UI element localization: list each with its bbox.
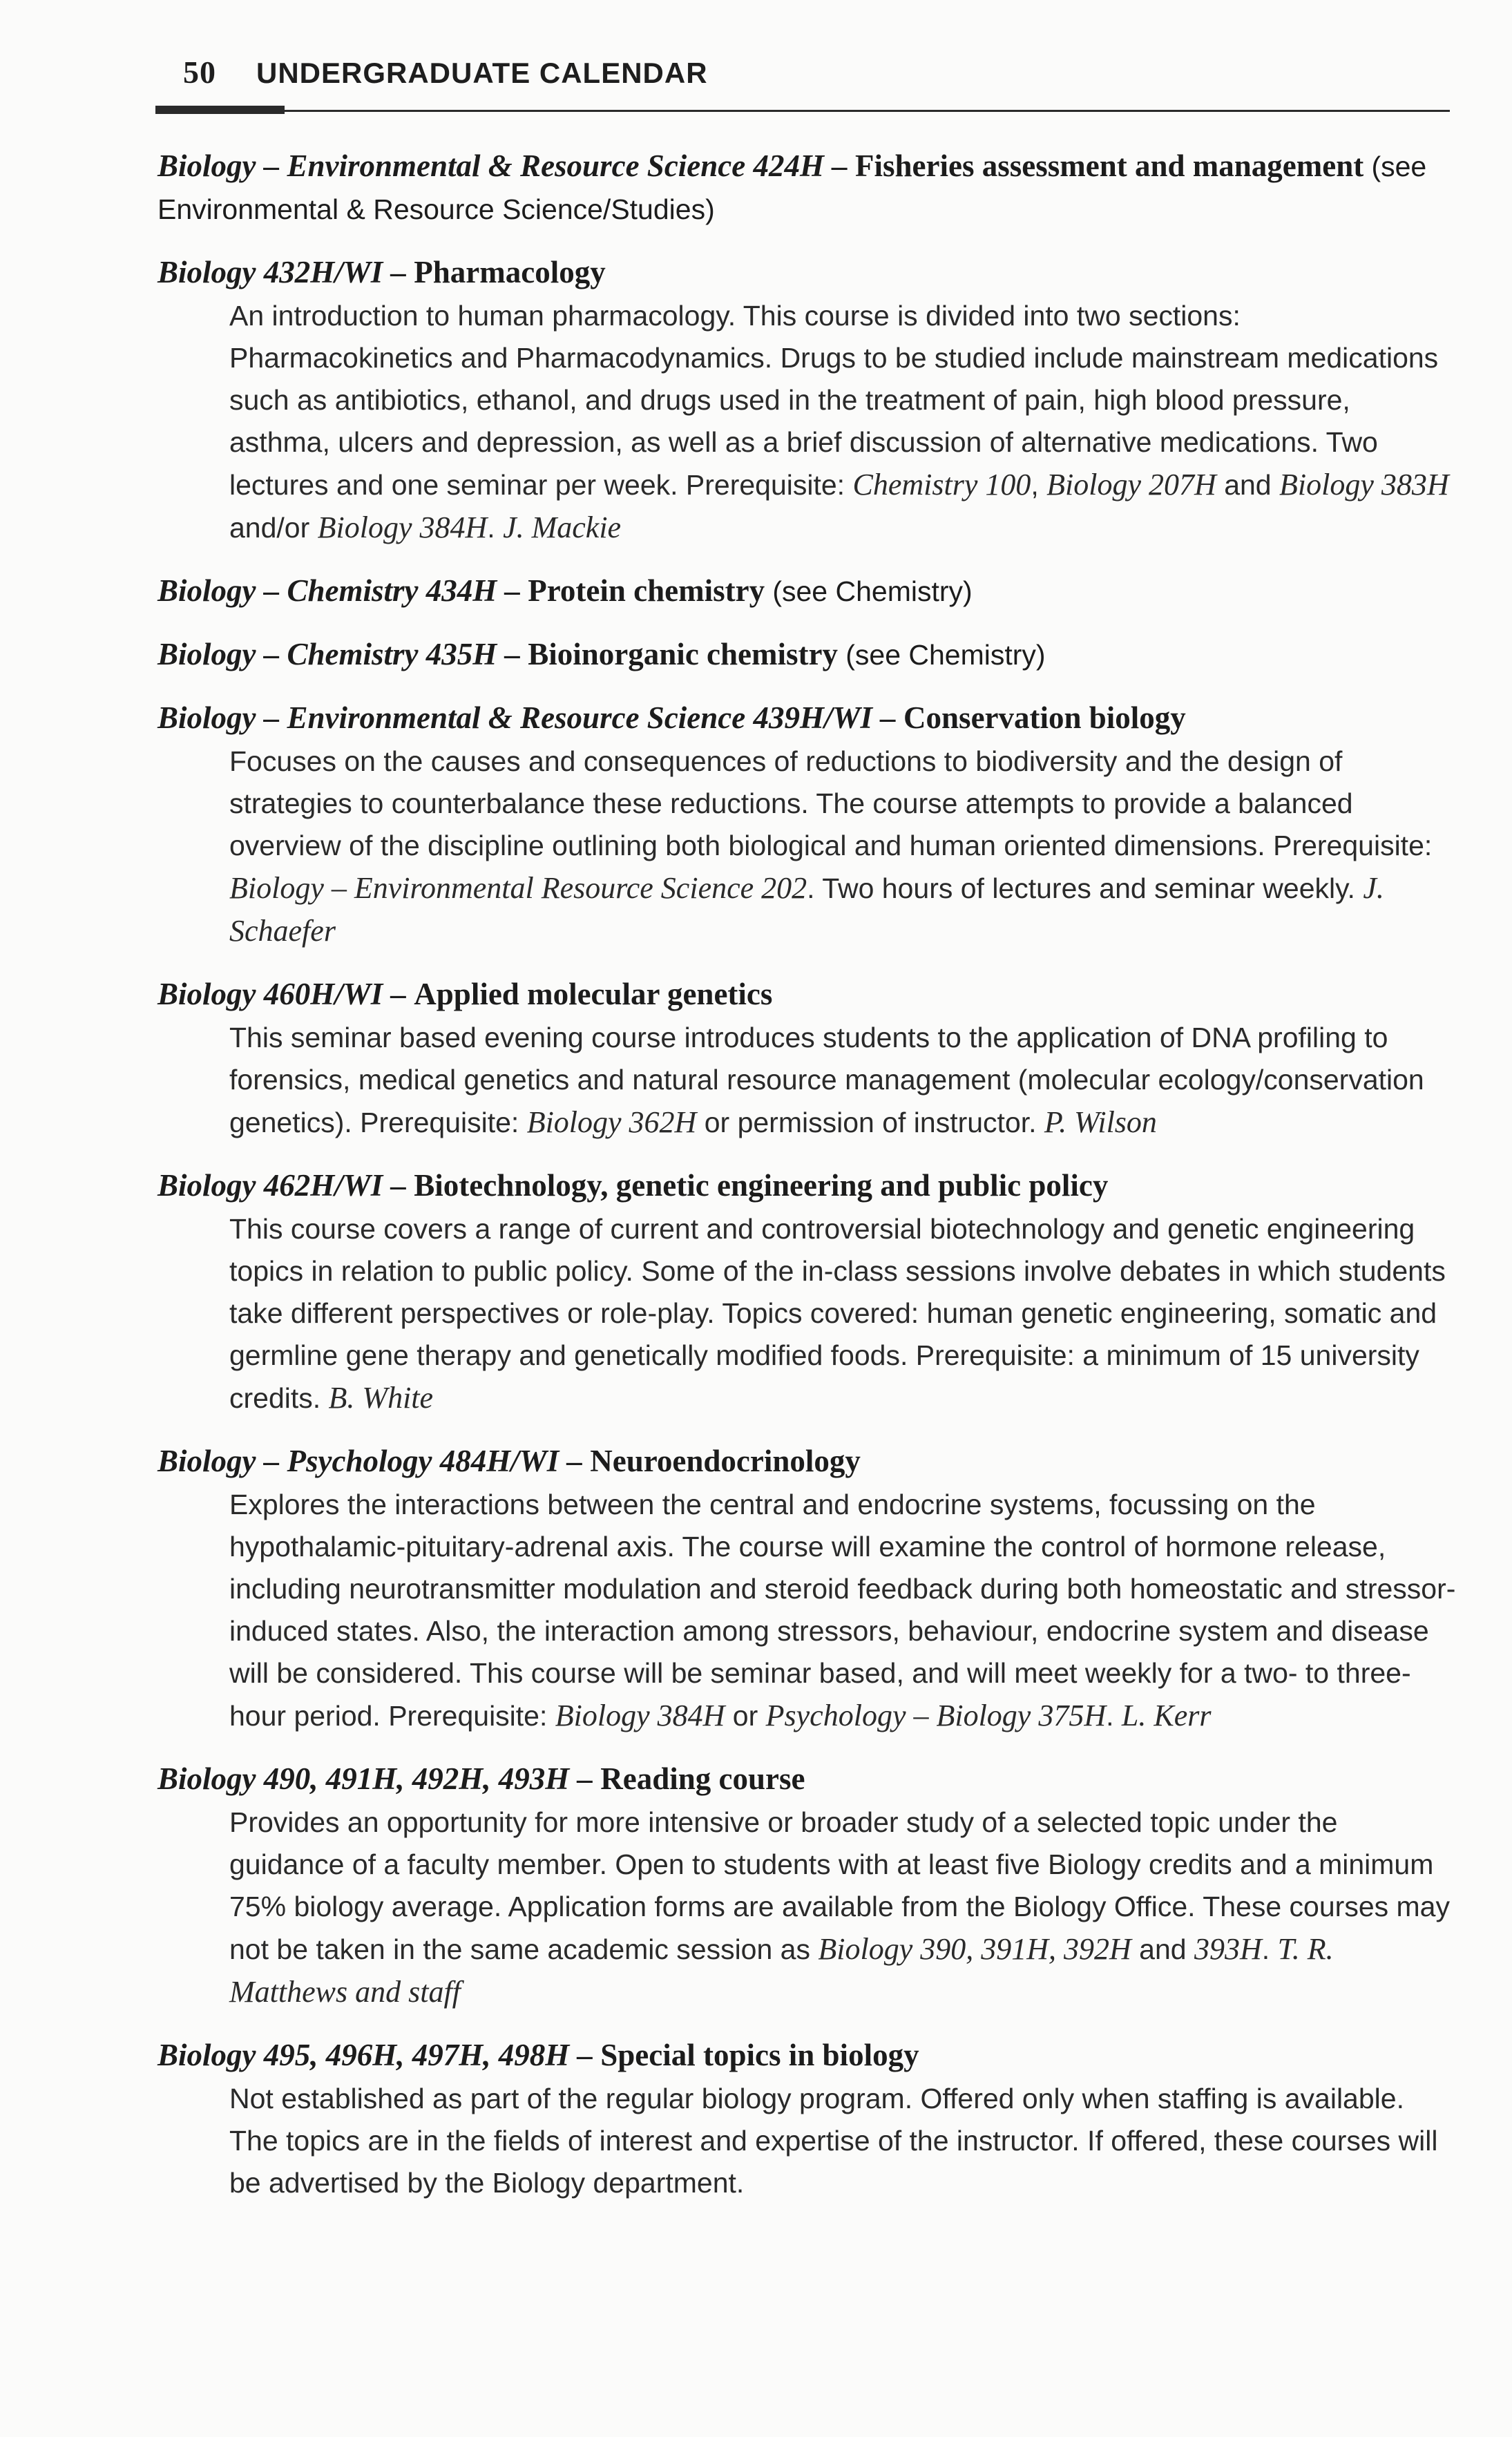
course-heading <box>157 1165 1456 1207</box>
header-rule-thin <box>155 110 1450 112</box>
header-rule <box>183 104 1450 114</box>
course-code: Biology 490, 491H, 492H, 493H – <box>157 1761 593 1796</box>
description-italic-ref: Chemistry 100 <box>852 468 1031 501</box>
header-row <box>183 54 1450 90</box>
course-code: Biology 462H/WI – <box>157 1168 407 1203</box>
course-heading <box>157 973 1456 1015</box>
description-text: or <box>725 1700 766 1732</box>
description-text: . <box>1261 1933 1278 1965</box>
description-italic-ref: Biology – Environmental Resource Science 202 <box>229 871 807 905</box>
course-title: Neuroendocrinology <box>590 1444 861 1478</box>
course-code: Biology – Environmental & Resource Science 439H/WI – <box>157 700 896 735</box>
description-text: This seminar based evening course introduces students to the application of DNA profiling to forensics, medical genetics and natural resource management (molecular ecology/conservation genetics). Prerequisite: <box>229 1022 1424 1138</box>
description-italic-ref: 393H <box>1194 1932 1262 1966</box>
course-description <box>229 295 1456 549</box>
description-text: . <box>1106 1700 1122 1732</box>
course-description <box>229 1017 1456 1144</box>
course-list <box>157 145 1456 2225</box>
description-text: An introduction to human pharmacology. This course is divided into two sections: Pharmacokinetics and Pharmacodynamics. Drugs to be studied include mainstream medications such as antibiotics, ethanol, and drugs used in the treatment of pain, high blood pressure, asthma, ulcers and depression, as well as a brief discussion of alternative medications. Two lectures and one seminar per week. Prerequisite: <box>229 300 1439 501</box>
course-title: Fisheries assessment and management <box>855 149 1364 183</box>
course-heading <box>157 145 1456 231</box>
course-title: Reading course <box>600 1761 805 1796</box>
description-italic-ref: Biology 384H <box>555 1699 725 1732</box>
course-code: Biology – Chemistry 435H – <box>157 637 521 671</box>
course-heading <box>157 2034 1456 2076</box>
course-heading <box>157 1758 1456 1800</box>
course-entry <box>157 633 1456 676</box>
course-heading <box>157 697 1456 739</box>
header-rule-thick <box>155 106 285 114</box>
description-text: Provides an opportunity for more intensive or broader study of a selected topic under the guidance of a faculty member. Open to students with at least five Biology credits and a minimum 75% biology average. Application forms are available from the Biology Office. These courses may not be taken in the same academic session as <box>229 1806 1450 1965</box>
description-text: , <box>1031 469 1047 501</box>
course-heading <box>157 633 1456 676</box>
description-italic-ref: J. Schaefer <box>229 871 1384 948</box>
description-text: Explores the interactions between the central and endocrine systems, focussing on the hypothalamic-pituitary-adrenal axis. The course will examine the control of hormone release, including neurotransmitter modulation and steroid feedback during both homeostatic and stressor-induced states. Also, the interaction among stressors, behaviour, endocrine system and disease will be considered. This course will be seminar based, and will meet weekly for a two- to three-hour period. Prerequisite: <box>229 1489 1456 1732</box>
course-title: Special topics in biology <box>600 2038 919 2072</box>
course-description <box>229 1484 1456 1737</box>
course-entry <box>157 973 1456 1144</box>
course-entry <box>157 570 1456 613</box>
course-entry <box>157 2034 1456 2204</box>
course-title: Bioinorganic chemistry <box>528 637 838 671</box>
description-text: . <box>487 512 504 544</box>
course-code: Biology 495, 496H, 497H, 498H – <box>157 2038 593 2072</box>
description-italic-ref: Psychology – Biology 375H <box>765 1699 1107 1732</box>
course-heading <box>157 251 1456 294</box>
description-italic-ref: T. R. Matthews and staff <box>229 1932 1334 2009</box>
description-italic-ref: Biology 384H <box>317 510 488 544</box>
course-description <box>229 1208 1456 1420</box>
description-italic-ref: Biology 383H <box>1279 468 1449 501</box>
description-italic-ref: Biology 362H <box>526 1105 697 1139</box>
course-code: Biology – Chemistry 434H – <box>157 573 521 608</box>
course-entry <box>157 1758 1456 2014</box>
course-entry <box>157 251 1456 549</box>
course-title: Applied molecular genetics <box>414 977 773 1011</box>
calendar-title: UNDERGRADUATE CALENDAR <box>256 57 708 89</box>
description-text: or permission of instructor. <box>696 1107 1044 1138</box>
course-crosslist-note: (see Chemistry) <box>772 575 973 607</box>
course-crosslist-note: (see Chemistry) <box>845 639 1046 671</box>
description-text: and <box>1131 1933 1194 1965</box>
course-title: Conservation biology <box>903 700 1186 735</box>
course-heading <box>157 1440 1456 1482</box>
course-description <box>229 1802 1456 2014</box>
course-description <box>229 2078 1456 2204</box>
description-text: and/or <box>229 512 318 544</box>
description-italic-ref: P. Wilson <box>1044 1105 1157 1139</box>
course-heading <box>157 570 1456 613</box>
course-code: Biology – Environmental & Resource Science 424H – <box>157 149 848 183</box>
course-title: Protein chemistry <box>528 573 765 608</box>
description-italic-ref: J. Mackie <box>503 510 622 544</box>
course-entry <box>157 697 1456 953</box>
course-entry <box>157 1165 1456 1420</box>
description-italic-ref: Biology 390, 391H, 392H <box>818 1932 1131 1966</box>
description-italic-ref: L. Kerr <box>1121 1699 1212 1732</box>
description-text: . Two hours of lectures and seminar weekly. <box>807 872 1363 904</box>
course-code: Biology 460H/WI – <box>157 977 407 1011</box>
course-entry <box>157 1440 1456 1737</box>
course-code: Biology – Psychology 484H/WI – <box>157 1444 582 1478</box>
course-title: Pharmacology <box>414 255 606 289</box>
description-italic-ref: Biology 207H <box>1046 468 1216 501</box>
description-text: Focuses on the causes and consequences of reductions to biodiversity and the design of strategies to counterbalance these reductions. The course attempts to provide a balanced overview of the discipline outlining both biological and human oriented dimensions. Prerequisite: <box>229 745 1433 861</box>
description-italic-ref: B. White <box>328 1381 434 1415</box>
course-crosslist-note: (see Environmental & Resource Science/Studies) <box>157 151 1427 225</box>
description-text: Not established as part of the regular biology program. Offered only when staffing is available. The topics are in the fields of interest and expertise of the instructor. If offered, these courses will be advertised by the Biology department. <box>229 2083 1438 2199</box>
page-header <box>183 54 1450 114</box>
course-title: Biotechnology, genetic engineering and public policy <box>414 1168 1109 1203</box>
course-entry <box>157 145 1456 231</box>
page-number: 50 <box>183 55 216 90</box>
course-code: Biology 432H/WI – <box>157 255 407 289</box>
description-text: and <box>1216 469 1279 501</box>
course-description <box>229 740 1456 953</box>
description-text: This course covers a range of current and controversial biotechnology and genetic engineering topics in relation to public policy. Some of the in-class sessions involve debates in which students take different perspectives or role-play. Topics covered: human genetic engineering, somatic and germline gene therapy and genetically modified foods. Prerequisite: a minimum of 15 university credits. <box>229 1213 1446 1414</box>
